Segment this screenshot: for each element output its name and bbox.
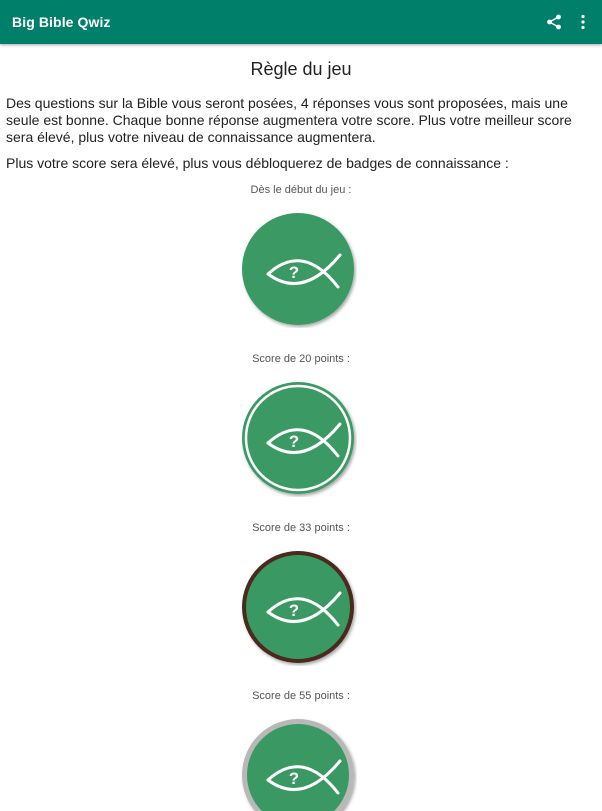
app-title: Big Bible Qwiz [12,14,111,30]
rules-paragraph: Des questions sur la Bible vous seront posées, 4 réponses vous sont proposées, mais une seule est bonne. Chaque bonne réponse augmentera votre score. Plus votre meilleur score sera élevé, plus votre niveau de connaissance augmentera. [6,95,572,145]
badge-55-points [241,718,357,811]
badge-caption-55: Score de 55 points : [252,690,350,702]
badge-20-points [241,381,357,497]
badge-caption-33: Score de 33 points : [252,522,350,534]
ichthys-question-badge-icon [241,381,357,497]
overflow-menu-button[interactable] [577,14,589,30]
ichthys-question-badge-icon [241,550,357,666]
badge-caption-start: Dès le début du jeu : [250,184,352,196]
ichthys-question-badge-icon [241,212,357,328]
badge-start [241,212,357,328]
svg-text:?: ? [288,263,300,282]
badge-33-points [241,550,357,666]
badges-intro-paragraph: Plus votre score sera élevé, plus vous débloquerez de badges de connaissance : [6,155,509,171]
rules-content[interactable] [0,44,602,811]
page-title: Règle du jeu [250,59,352,79]
svg-text:?: ? [288,601,300,620]
badge-caption-20: Score de 20 points : [252,353,350,365]
ichthys-question-badge-icon [241,718,357,811]
share-icon [546,14,562,30]
share-button[interactable] [546,14,562,30]
svg-text:?: ? [288,769,300,788]
more-vert-icon [577,14,589,30]
svg-text:?: ? [288,432,300,451]
app-bar [0,0,602,44]
